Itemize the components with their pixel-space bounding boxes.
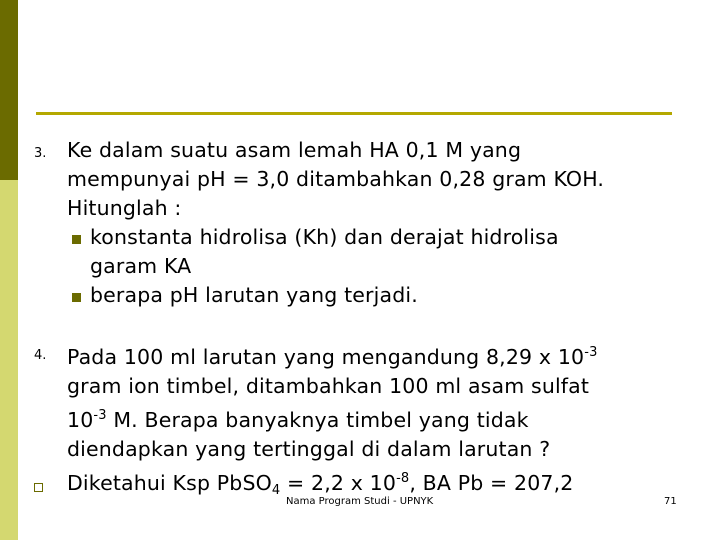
item-4-line: diendapkan yang tertinggal di dalam larutan ? xyxy=(67,437,551,461)
item-3-line: Hitunglah : xyxy=(67,196,182,220)
footer-program: Nama Program Studi - UPNYK xyxy=(286,496,434,507)
item-4-text xyxy=(67,338,707,505)
square-bullet-icon xyxy=(72,235,81,244)
item-3-text xyxy=(67,136,707,310)
item-4-line: Diketahui Ksp PbSO$_4$ = 2,2 x $10^{-8}$, BA Pb = 207,2 xyxy=(67,471,574,498)
bullet-line: garam KA xyxy=(90,254,192,278)
hollow-square-bullet-icon xyxy=(34,483,43,492)
item-4-line: $10^{-3}$ M. Berapa banyaknya timbel yang tidak xyxy=(67,408,529,432)
footer-page-number: 71 xyxy=(664,496,677,507)
title-divider xyxy=(36,112,672,115)
item-3-line: mempunyai pH = 3,0 ditambahkan 0,28 gram KOH. xyxy=(67,167,605,191)
item-4-line: gram ion timbel, ditambahkan 100 ml asam sulfat xyxy=(67,374,590,398)
item-4-line: Pada 100 ml larutan yang mengandung 8,29 x $10^{-3}$ xyxy=(67,345,598,369)
bullet-line: berapa pH larutan yang terjadi. xyxy=(90,283,418,307)
bullet-item-2 xyxy=(67,281,707,310)
bullet-line: konstanta hidrolisa (Kh) dan derajat hidrolisa xyxy=(90,225,559,249)
left-accent-bar-light xyxy=(0,180,18,540)
square-bullet-icon xyxy=(72,293,81,302)
item-3-number: 3. xyxy=(34,146,47,161)
item-4-number: 4. xyxy=(34,348,47,363)
left-accent-bar-dark xyxy=(0,0,18,180)
item-3-line: Ke dalam suatu asam lemah HA 0,1 M yang xyxy=(67,138,522,162)
bullet-item-1 xyxy=(67,223,707,281)
